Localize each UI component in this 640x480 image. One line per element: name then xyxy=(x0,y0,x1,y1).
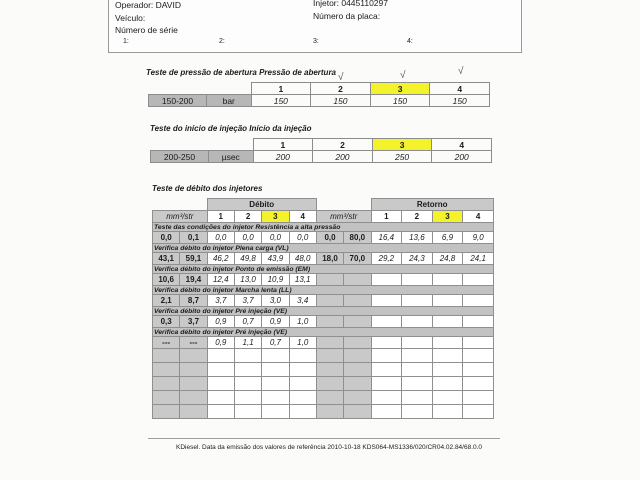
return-value: 16,4 xyxy=(371,232,402,244)
delivery-title: Teste de débito dos injetores xyxy=(152,184,263,193)
empty-cell xyxy=(463,377,494,391)
table-row xyxy=(153,253,494,265)
return-value xyxy=(402,274,433,286)
pressure-value: 150 xyxy=(311,95,371,107)
empty-cell xyxy=(316,405,343,419)
section-label-row xyxy=(153,328,494,337)
empty-cell xyxy=(180,363,207,377)
delivery-value: 3,0 xyxy=(262,295,289,307)
return-max xyxy=(344,274,371,286)
check-mark: √ xyxy=(400,70,406,81)
col-header: 4 xyxy=(430,83,490,95)
footer-divider xyxy=(148,438,500,439)
return-value xyxy=(371,295,402,307)
table-row xyxy=(153,337,494,349)
delivery-value: 49,8 xyxy=(234,253,261,265)
serial-slot-3: 3: xyxy=(313,38,319,45)
start-unit: µsec xyxy=(209,151,254,163)
empty-cell xyxy=(153,363,180,377)
empty-cell xyxy=(234,391,261,405)
delivery-max: --- xyxy=(180,337,207,349)
return-value: 24,3 xyxy=(402,253,433,265)
delivery-min: 0,3 xyxy=(153,316,180,328)
return-max xyxy=(344,337,371,349)
delivery-max: 3,7 xyxy=(180,316,207,328)
return-value xyxy=(463,316,494,328)
delivery-value: 0,7 xyxy=(234,316,261,328)
col-header: 2 xyxy=(311,83,371,95)
delivery-max: 0,1 xyxy=(180,232,207,244)
delivery-value: 3,7 xyxy=(207,295,234,307)
delivery-min: 43,1 xyxy=(153,253,180,265)
empty-cell xyxy=(289,377,316,391)
return-value xyxy=(432,274,463,286)
reference-footer: KDiesel. Data da emissão dos valores de referência 2010-10-18 KDS064-MS1336/020/CR04.02.84/68.0.0 xyxy=(176,444,483,451)
col-header: 1 xyxy=(253,139,313,151)
return-value xyxy=(463,295,494,307)
empty-cell xyxy=(402,405,433,419)
return-min: 0,0 xyxy=(316,232,343,244)
empty-cell xyxy=(344,349,371,363)
empty-cell xyxy=(289,349,316,363)
return-value xyxy=(463,337,494,349)
empty-cell xyxy=(207,391,234,405)
empty-row xyxy=(153,391,494,405)
delivery-value: 13,0 xyxy=(234,274,261,286)
empty-row xyxy=(153,377,494,391)
empty-cell xyxy=(463,363,494,377)
empty-cell xyxy=(262,349,289,363)
start-value: 250 xyxy=(372,151,432,163)
serial-field: Número de série xyxy=(115,25,178,35)
delivery-min: 2,1 xyxy=(153,295,180,307)
pressure-value: 150 xyxy=(430,95,490,107)
return-min: 18,0 xyxy=(316,253,343,265)
return-max xyxy=(344,316,371,328)
return-value xyxy=(371,316,402,328)
return-value: 24,8 xyxy=(432,253,463,265)
return-value xyxy=(432,337,463,349)
empty-cell xyxy=(207,349,234,363)
empty-row xyxy=(153,363,494,377)
return-value xyxy=(432,316,463,328)
plate-field: Número da placa: xyxy=(313,11,381,21)
return-group-label: Retorno xyxy=(371,199,494,211)
injection-start-title: Teste do início de injeção Início da injeção xyxy=(150,124,312,133)
delivery-value: 1,1 xyxy=(234,337,261,349)
return-max: 70,0 xyxy=(344,253,371,265)
section-label: Verifica débito do injetor Ponto de emissão (EM) xyxy=(153,265,494,274)
return-min xyxy=(316,295,343,307)
serial-slot-2: 2: xyxy=(219,38,225,45)
delivery-value: 13,1 xyxy=(289,274,316,286)
start-value: 200 xyxy=(253,151,313,163)
empty-cell xyxy=(153,377,180,391)
start-value: 200 xyxy=(313,151,373,163)
delivery-value: 0,9 xyxy=(207,337,234,349)
delivery-min: --- xyxy=(153,337,180,349)
return-value: 29,2 xyxy=(371,253,402,265)
table-row xyxy=(153,295,494,307)
return-min xyxy=(316,316,343,328)
empty-row xyxy=(153,405,494,419)
delivery-value: 3,4 xyxy=(289,295,316,307)
col-header: 4 xyxy=(289,211,316,223)
empty-cell xyxy=(432,405,463,419)
delivery-value: 46,2 xyxy=(207,253,234,265)
section-label-row xyxy=(153,286,494,295)
section-label-row xyxy=(153,244,494,253)
section-label-row xyxy=(153,223,494,232)
empty-cell xyxy=(432,363,463,377)
delivery-value: 12,4 xyxy=(207,274,234,286)
empty-cell xyxy=(234,377,261,391)
section-label-row xyxy=(153,265,494,274)
empty-cell xyxy=(234,349,261,363)
return-value xyxy=(432,295,463,307)
col-header: 4 xyxy=(432,139,492,151)
return-value: 24,1 xyxy=(463,253,494,265)
start-range: 200-250 xyxy=(151,151,209,163)
section-label: Verifica débito do injetor Pré injeção (VE) xyxy=(153,328,494,337)
empty-cell xyxy=(432,377,463,391)
col-header-highlighted: 3 xyxy=(262,211,289,223)
empty-cell xyxy=(344,405,371,419)
return-unit: mm³/str xyxy=(316,211,371,223)
pressure-unit: bar xyxy=(207,95,252,107)
empty-cell xyxy=(262,405,289,419)
return-min xyxy=(316,337,343,349)
table-row xyxy=(153,316,494,328)
delivery-value: 10,9 xyxy=(262,274,289,286)
delivery-value: 0,0 xyxy=(289,232,316,244)
empty-cell xyxy=(402,363,433,377)
empty-cell xyxy=(463,391,494,405)
empty-cell xyxy=(402,391,433,405)
empty-row xyxy=(153,349,494,363)
empty-cell xyxy=(180,377,207,391)
empty-cell xyxy=(344,391,371,405)
delivery-max: 8,7 xyxy=(180,295,207,307)
empty-cell xyxy=(234,405,261,419)
start-value: 200 xyxy=(432,151,492,163)
empty-cell xyxy=(316,391,343,405)
report-header-box xyxy=(108,0,522,53)
empty-cell xyxy=(316,377,343,391)
empty-cell xyxy=(371,349,402,363)
section-label: Verifica débito do injetor Marcha lenta (LL) xyxy=(153,286,494,295)
empty-cell xyxy=(371,377,402,391)
table-row xyxy=(153,232,494,244)
section-label: Verifica débito do injetor Pré injeção (VE) xyxy=(153,307,494,316)
empty-cell xyxy=(262,363,289,377)
empty-cell xyxy=(432,349,463,363)
col-header: 1 xyxy=(207,211,234,223)
empty-cell xyxy=(153,405,180,419)
delivery-value: 0,0 xyxy=(262,232,289,244)
delivery-value: 0,9 xyxy=(262,316,289,328)
return-value xyxy=(463,274,494,286)
empty-cell xyxy=(262,391,289,405)
empty-cell xyxy=(153,391,180,405)
col-header: 2 xyxy=(313,139,373,151)
empty-cell xyxy=(207,377,234,391)
empty-cell xyxy=(153,349,180,363)
delivery-table xyxy=(152,198,494,419)
vehicle-field: Veículo: xyxy=(115,13,146,23)
delivery-value: 43,9 xyxy=(262,253,289,265)
empty-cell xyxy=(371,363,402,377)
return-value xyxy=(371,274,402,286)
empty-cell xyxy=(344,363,371,377)
col-header: 1 xyxy=(371,211,402,223)
delivery-value: 48,0 xyxy=(289,253,316,265)
col-header-highlighted: 3 xyxy=(432,211,463,223)
empty-cell xyxy=(402,377,433,391)
return-value: 9,0 xyxy=(463,232,494,244)
empty-cell xyxy=(463,405,494,419)
serial-slot-4: 4: xyxy=(407,38,413,45)
opening-pressure-title: Teste de pressão de abertura Pressão de abertura xyxy=(146,68,337,77)
return-value xyxy=(371,337,402,349)
return-value xyxy=(402,337,433,349)
empty-cell xyxy=(207,405,234,419)
col-header: 2 xyxy=(402,211,433,223)
pressure-range: 150-200 xyxy=(149,95,207,107)
empty-cell xyxy=(402,349,433,363)
col-header-highlighted: 3 xyxy=(370,83,430,95)
check-mark: √ xyxy=(458,66,464,77)
empty-cell xyxy=(180,405,207,419)
delivery-value: 0,9 xyxy=(207,316,234,328)
pressure-value: 150 xyxy=(370,95,430,107)
injection-start-table xyxy=(150,138,492,163)
delivery-value: 0,7 xyxy=(262,337,289,349)
empty-cell xyxy=(180,391,207,405)
delivery-group-label: Débito xyxy=(207,199,316,211)
operator-field: Operador: DAVID xyxy=(115,0,181,10)
return-value: 13,6 xyxy=(402,232,433,244)
section-label: Verifica débito do injetor Plena carga (VL) xyxy=(153,244,494,253)
injector-field: Injetor: 0445110297 xyxy=(313,0,388,8)
empty-cell xyxy=(371,405,402,419)
empty-cell xyxy=(432,391,463,405)
empty-cell xyxy=(234,363,261,377)
return-max xyxy=(344,295,371,307)
empty-cell xyxy=(207,363,234,377)
empty-cell xyxy=(371,391,402,405)
return-min xyxy=(316,274,343,286)
serial-slot-1: 1: xyxy=(123,38,129,45)
opening-pressure-table xyxy=(148,82,490,107)
return-max: 80,0 xyxy=(344,232,371,244)
empty-cell xyxy=(316,349,343,363)
col-header-highlighted: 3 xyxy=(372,139,432,151)
empty-cell xyxy=(289,363,316,377)
empty-cell xyxy=(316,363,343,377)
empty-cell xyxy=(289,391,316,405)
return-value: 6,9 xyxy=(432,232,463,244)
empty-cell xyxy=(262,377,289,391)
delivery-value: 1,0 xyxy=(289,316,316,328)
table-row xyxy=(153,274,494,286)
section-label: Teste das condições do injetor Resistência a alta pressão xyxy=(153,223,494,232)
section-label-row xyxy=(153,307,494,316)
col-header: 2 xyxy=(234,211,261,223)
delivery-min: 0,0 xyxy=(153,232,180,244)
delivery-value: 3,7 xyxy=(234,295,261,307)
delivery-value: 0,0 xyxy=(234,232,261,244)
delivery-max: 19,4 xyxy=(180,274,207,286)
col-header: 4 xyxy=(463,211,494,223)
return-value xyxy=(402,295,433,307)
empty-cell xyxy=(289,405,316,419)
empty-cell xyxy=(344,377,371,391)
col-header: 1 xyxy=(251,83,311,95)
delivery-min: 10,6 xyxy=(153,274,180,286)
pressure-value: 150 xyxy=(251,95,311,107)
delivery-unit: mm³/str xyxy=(153,211,208,223)
return-value xyxy=(402,316,433,328)
delivery-value: 0,0 xyxy=(207,232,234,244)
delivery-max: 59,1 xyxy=(180,253,207,265)
delivery-value: 1,0 xyxy=(289,337,316,349)
empty-cell xyxy=(180,349,207,363)
check-mark: √ xyxy=(338,72,344,83)
empty-cell xyxy=(463,349,494,363)
